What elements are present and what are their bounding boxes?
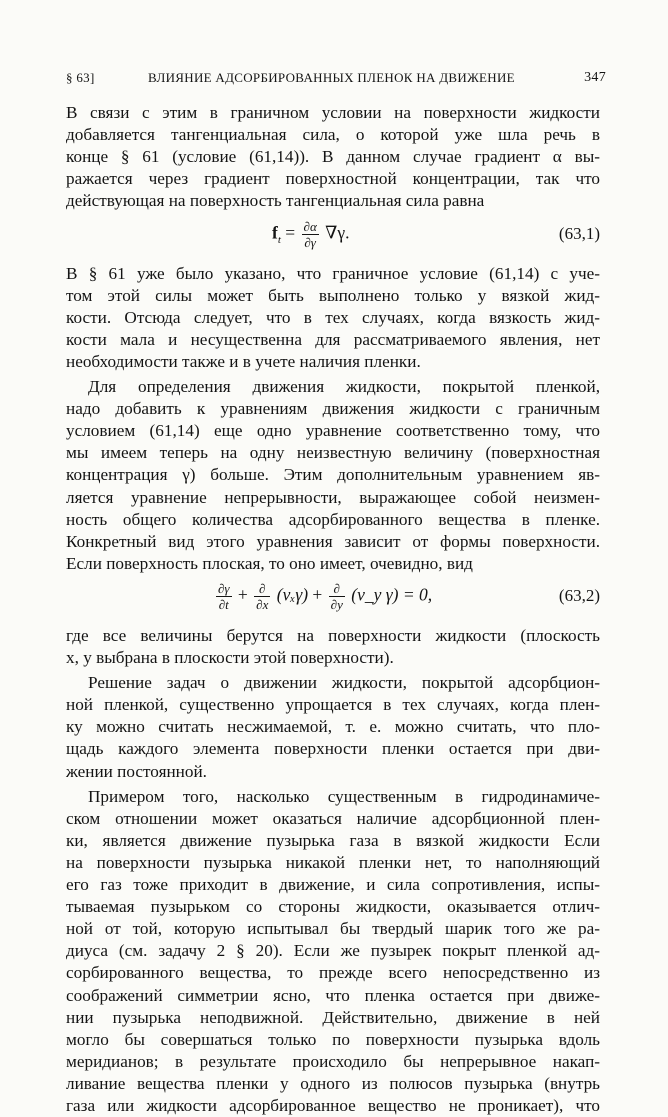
text-line-indent: Решение задач о движении жидкости, покрытой адсорбцион- xyxy=(88,673,600,692)
text-line: кости. Отсюда следует, что в тех случаях, когда вязкость жид- xyxy=(66,308,600,327)
text-line: его газ тоже приходит в движение, и сила сопротивления, испы- xyxy=(66,875,600,894)
text-line: тываемая пузырьком со стороны жидкости, оказывается отлич- xyxy=(66,897,600,916)
text-line: нии пузырька неподвижной. Действительно, движение в ней xyxy=(66,1008,600,1027)
text-line: кости мала и несущественна для рассматриваемого явления, нет xyxy=(66,330,600,349)
eq1-equals: = xyxy=(285,222,296,243)
text-line: меридианов; в результате происходило бы непрерывное накап- xyxy=(66,1052,600,1071)
text-line: x, y выбрана в плоскости этой поверхности). xyxy=(66,648,394,667)
text-line: газа или жидкости адсорбированное вещество не проникает), что xyxy=(66,1096,600,1115)
text-line: добавляется тангенциальная сила, о которой уже шла речь в xyxy=(66,125,600,144)
text-line: жении постоянной. xyxy=(66,762,207,781)
text-line: ляется уравнение непрерывности, выражающее собой неизмен- xyxy=(66,488,600,507)
text-line: ражается через градиент поверхностной концентрации, так что xyxy=(66,169,600,188)
text-line: надо добавить к уравнениям движения жидкости с граничным xyxy=(66,399,600,418)
eq2-frac3 xyxy=(329,581,345,612)
text-line: ной от той, которую испытывал бы твердый шарик того же ра- xyxy=(66,919,600,938)
eq2-term2: (vₓγ) xyxy=(276,584,309,605)
equation-number-63-1: (63,1) xyxy=(558,223,600,243)
text-line: ки, является движение пузырька газа в вязкой жидкости Если xyxy=(66,831,600,850)
eq1-frac-num: ∂α xyxy=(303,218,317,234)
text-line: концентрация γ) больше. Этим дополнительным уравнением яв- xyxy=(66,465,600,484)
eq2-frac1-num: ∂γ xyxy=(218,580,230,596)
equation-63-2 xyxy=(214,581,432,612)
text-line: соображений симметрии ясно, что пленка остается при движе- xyxy=(66,986,600,1005)
text-line: ливание вещества пленки у одного из полюсов пузырька (внутрь xyxy=(66,1074,600,1093)
text-line: действующая на поверхность тангенциальная сила равна xyxy=(66,191,485,210)
text-line: где все величины берутся на поверхности жидкости (плоскость xyxy=(66,626,600,645)
text-line: В связи с этим в граничном условии на поверхности жидкости xyxy=(66,103,600,122)
eq2-frac2-num: ∂ xyxy=(254,581,270,597)
text-line: ность общего количества адсорбированного вещества в пленке. xyxy=(66,510,600,529)
equation-number-63-2: (63,2) xyxy=(558,585,600,605)
eq2-plus1: + xyxy=(237,584,248,605)
eq2-frac2-den: ∂x xyxy=(256,596,269,612)
equation-63-1 xyxy=(272,219,349,250)
eq1-frac-den: ∂γ xyxy=(304,234,316,250)
eq1-lhs: f xyxy=(272,222,278,243)
text-line: ку можно считать несжимаемой, т. е. можно считать, что пло- xyxy=(66,717,600,736)
text-line: том этой силы может быть выполнено только у вязкой жид- xyxy=(66,286,600,305)
text-line: диуса (см. задачу 2 § 20). Если же пузырек покрыт пленкой ад- xyxy=(66,941,600,960)
eq2-plus2: + xyxy=(312,584,323,605)
text-line: мы имеем теперь на одну неизвестную величину (поверхностная xyxy=(66,443,600,462)
eq1-fraction xyxy=(302,219,319,250)
header-section: § 63] xyxy=(66,70,95,85)
eq2-frac1-den: ∂t xyxy=(218,596,229,612)
text-line-indent: Для определения движения жидкости, покрытой пленкой, xyxy=(88,377,600,396)
header-title: ВЛИЯНИЕ АДСОРБИРОВАННЫХ ПЛЕНОК НА ДВИЖЕНИЕ xyxy=(148,70,515,85)
text-line: могло бы совершаться только по поверхности пузырька вдоль xyxy=(66,1030,600,1049)
running-header xyxy=(66,70,606,88)
eq2-frac3-num: ∂ xyxy=(329,581,345,597)
text-line: Если поверхность плоская, то оно имеет, очевидно, вид xyxy=(66,554,473,573)
text-line: необходимости также и в учете наличия пленки. xyxy=(66,352,421,371)
eq2-term3: (v_y γ) = 0, xyxy=(351,584,433,605)
text-line-indent: Примером того, насколько существенным в гидродинамиче- xyxy=(88,787,600,806)
text-line: условием (61,14) еще одно уравнение соответственно тому, что xyxy=(66,421,600,440)
text-line: ной пленкой, существенно упрощается в тех случаях, когда плен- xyxy=(66,695,600,714)
eq2-frac2 xyxy=(254,581,270,612)
page-number: 347 xyxy=(584,70,606,85)
text-line: конце § 61 (условие (61,14)). В данном случае градиент α вы- xyxy=(66,147,600,166)
text-line: В § 61 уже было указано, что граничное условие (61,14) с уче- xyxy=(66,264,600,283)
text-line: на поверхности пузырька никакой пленки нет, то наполняющий xyxy=(66,853,600,872)
text-line: Конкретный вид этого уравнения зависит от формы поверхности. xyxy=(66,532,600,551)
text-line: ском отношении может оказаться наличие адсорбционной плен- xyxy=(66,809,600,828)
text-line: сорбированного вещества, то прежде всего непосредственно из xyxy=(66,963,600,982)
eq1-lhs-sub: t xyxy=(277,233,281,246)
text-line: щадь каждого элемента поверхности пленки остается при дви- xyxy=(66,739,600,758)
eq2-frac3-den: ∂y xyxy=(330,596,343,612)
eq2-frac1 xyxy=(216,581,232,612)
eq1-rhs: ∇γ. xyxy=(325,222,350,243)
